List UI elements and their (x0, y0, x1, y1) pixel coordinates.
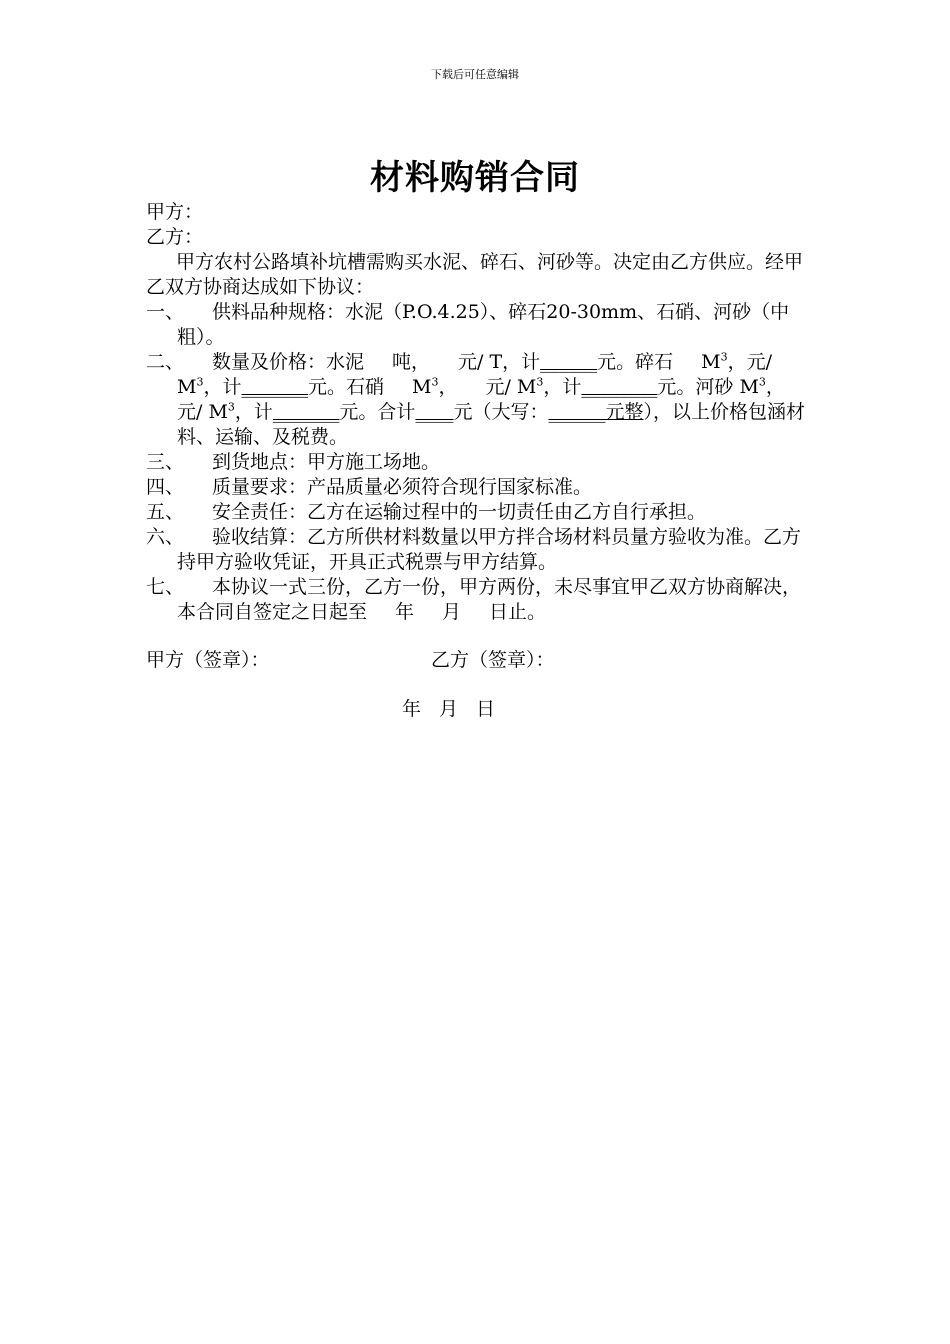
clause-text: 元/ M (177, 401, 228, 423)
clause-4 (146, 475, 808, 500)
intro-paragraph: 甲方农村公路填补坑槽需购买水泥、碎石、河砂等。决定由乙方供应。经甲乙双方协商达成如下协议： (146, 251, 804, 298)
clause-text: ，计 (234, 401, 273, 423)
clause-text: 验收结算：乙方所供材料数量以甲方拌合场材料员量方验收为准。乙方持甲方验收凭证，开具正式税票与甲方结算。 (177, 526, 802, 573)
clause-text: ，计 (543, 376, 582, 398)
clause-text: 本协议一式三份，乙方一份，甲方两份，未尽事宜甲乙双方协商解决，本合同自签定之日起至 (177, 576, 802, 623)
blank-field: _______ (272, 401, 340, 423)
clause-text: 质量要求：产品质量必须符合现行国家标准。 (212, 476, 593, 498)
party-a-signature: 甲方（签章）： (146, 649, 270, 671)
clause-text: M (412, 376, 432, 398)
clause-number: 二、 (146, 351, 185, 373)
date-month: 月 (439, 698, 459, 720)
clause-number: 七、 (146, 576, 185, 598)
superscript: 3 (431, 375, 439, 389)
clause-text: 元。石硝 (307, 376, 384, 398)
clause-text: 数量及价格：水泥 (212, 351, 365, 373)
blank-field: _______ (241, 376, 308, 398)
blank-field: ________ (581, 376, 658, 398)
clause-7 (146, 575, 808, 625)
clause-text: M (701, 351, 721, 373)
party-a-line: 甲方： (146, 201, 204, 223)
superscript: 3 (720, 350, 728, 364)
date-year: 年 (402, 698, 422, 720)
superscript: 3 (536, 375, 544, 389)
clause-5 (146, 500, 808, 525)
signature-row (146, 648, 808, 673)
blank-field: ______ (540, 351, 598, 373)
clause-text: ，元/ M (177, 351, 773, 398)
header-note: 下载后可任意编辑 (431, 68, 519, 81)
clause-number: 三、 (146, 451, 185, 473)
clause-text: 到货地点：甲方施工场地。 (212, 451, 441, 473)
document-title: 材料购销合同 (370, 158, 580, 198)
contract-body (146, 200, 808, 625)
clause-6 (146, 525, 808, 575)
signing-date (402, 697, 513, 722)
clause-text: ），以上价格包涵材料、运输、及税费。 (177, 401, 805, 448)
clause-text: ， (765, 376, 785, 398)
clause-2 (146, 350, 808, 450)
clause-text: 吨， (392, 351, 431, 373)
day-end-label: 日止。 (489, 601, 547, 623)
blank-field: ______元整 (548, 401, 644, 423)
superscript: 3 (196, 375, 204, 389)
date-day: 日 (476, 698, 496, 720)
superscript: 3 (227, 400, 235, 414)
clause-number: 五、 (146, 501, 185, 523)
clause-text: 元（大写： (453, 401, 549, 423)
clause-text: 元/ T，计 (458, 351, 541, 373)
clause-text: 供料品种规格：水泥（P.O.4.25）、碎石20-30mm、石硝、河砂（中粗）。 (177, 301, 790, 348)
clause-text: ，计 (203, 376, 242, 398)
clause-text: ， (438, 376, 458, 398)
clause-text: 元。合计 (339, 401, 416, 423)
clause-text: 元。碎石 (597, 351, 674, 373)
clause-number: 六、 (146, 526, 185, 548)
party-b-signature: 乙方（签章）： (431, 649, 555, 671)
clause-text: 元/ M (485, 376, 537, 398)
clause-3 (146, 450, 808, 475)
superscript: 3 (758, 375, 766, 389)
clause-1 (146, 300, 808, 350)
clause-text: 元。河砂 M (657, 376, 759, 398)
month-label: 月 (442, 601, 462, 623)
blank-field: ____ (415, 401, 454, 423)
clause-text: 安全责任：乙方在运输过程中的一切责任由乙方自行承担。 (212, 501, 707, 523)
party-b-line: 乙方： (146, 226, 204, 248)
year-label: 年 (395, 601, 415, 623)
clause-number: 一、 (146, 301, 185, 323)
clause-number: 四、 (146, 476, 185, 498)
